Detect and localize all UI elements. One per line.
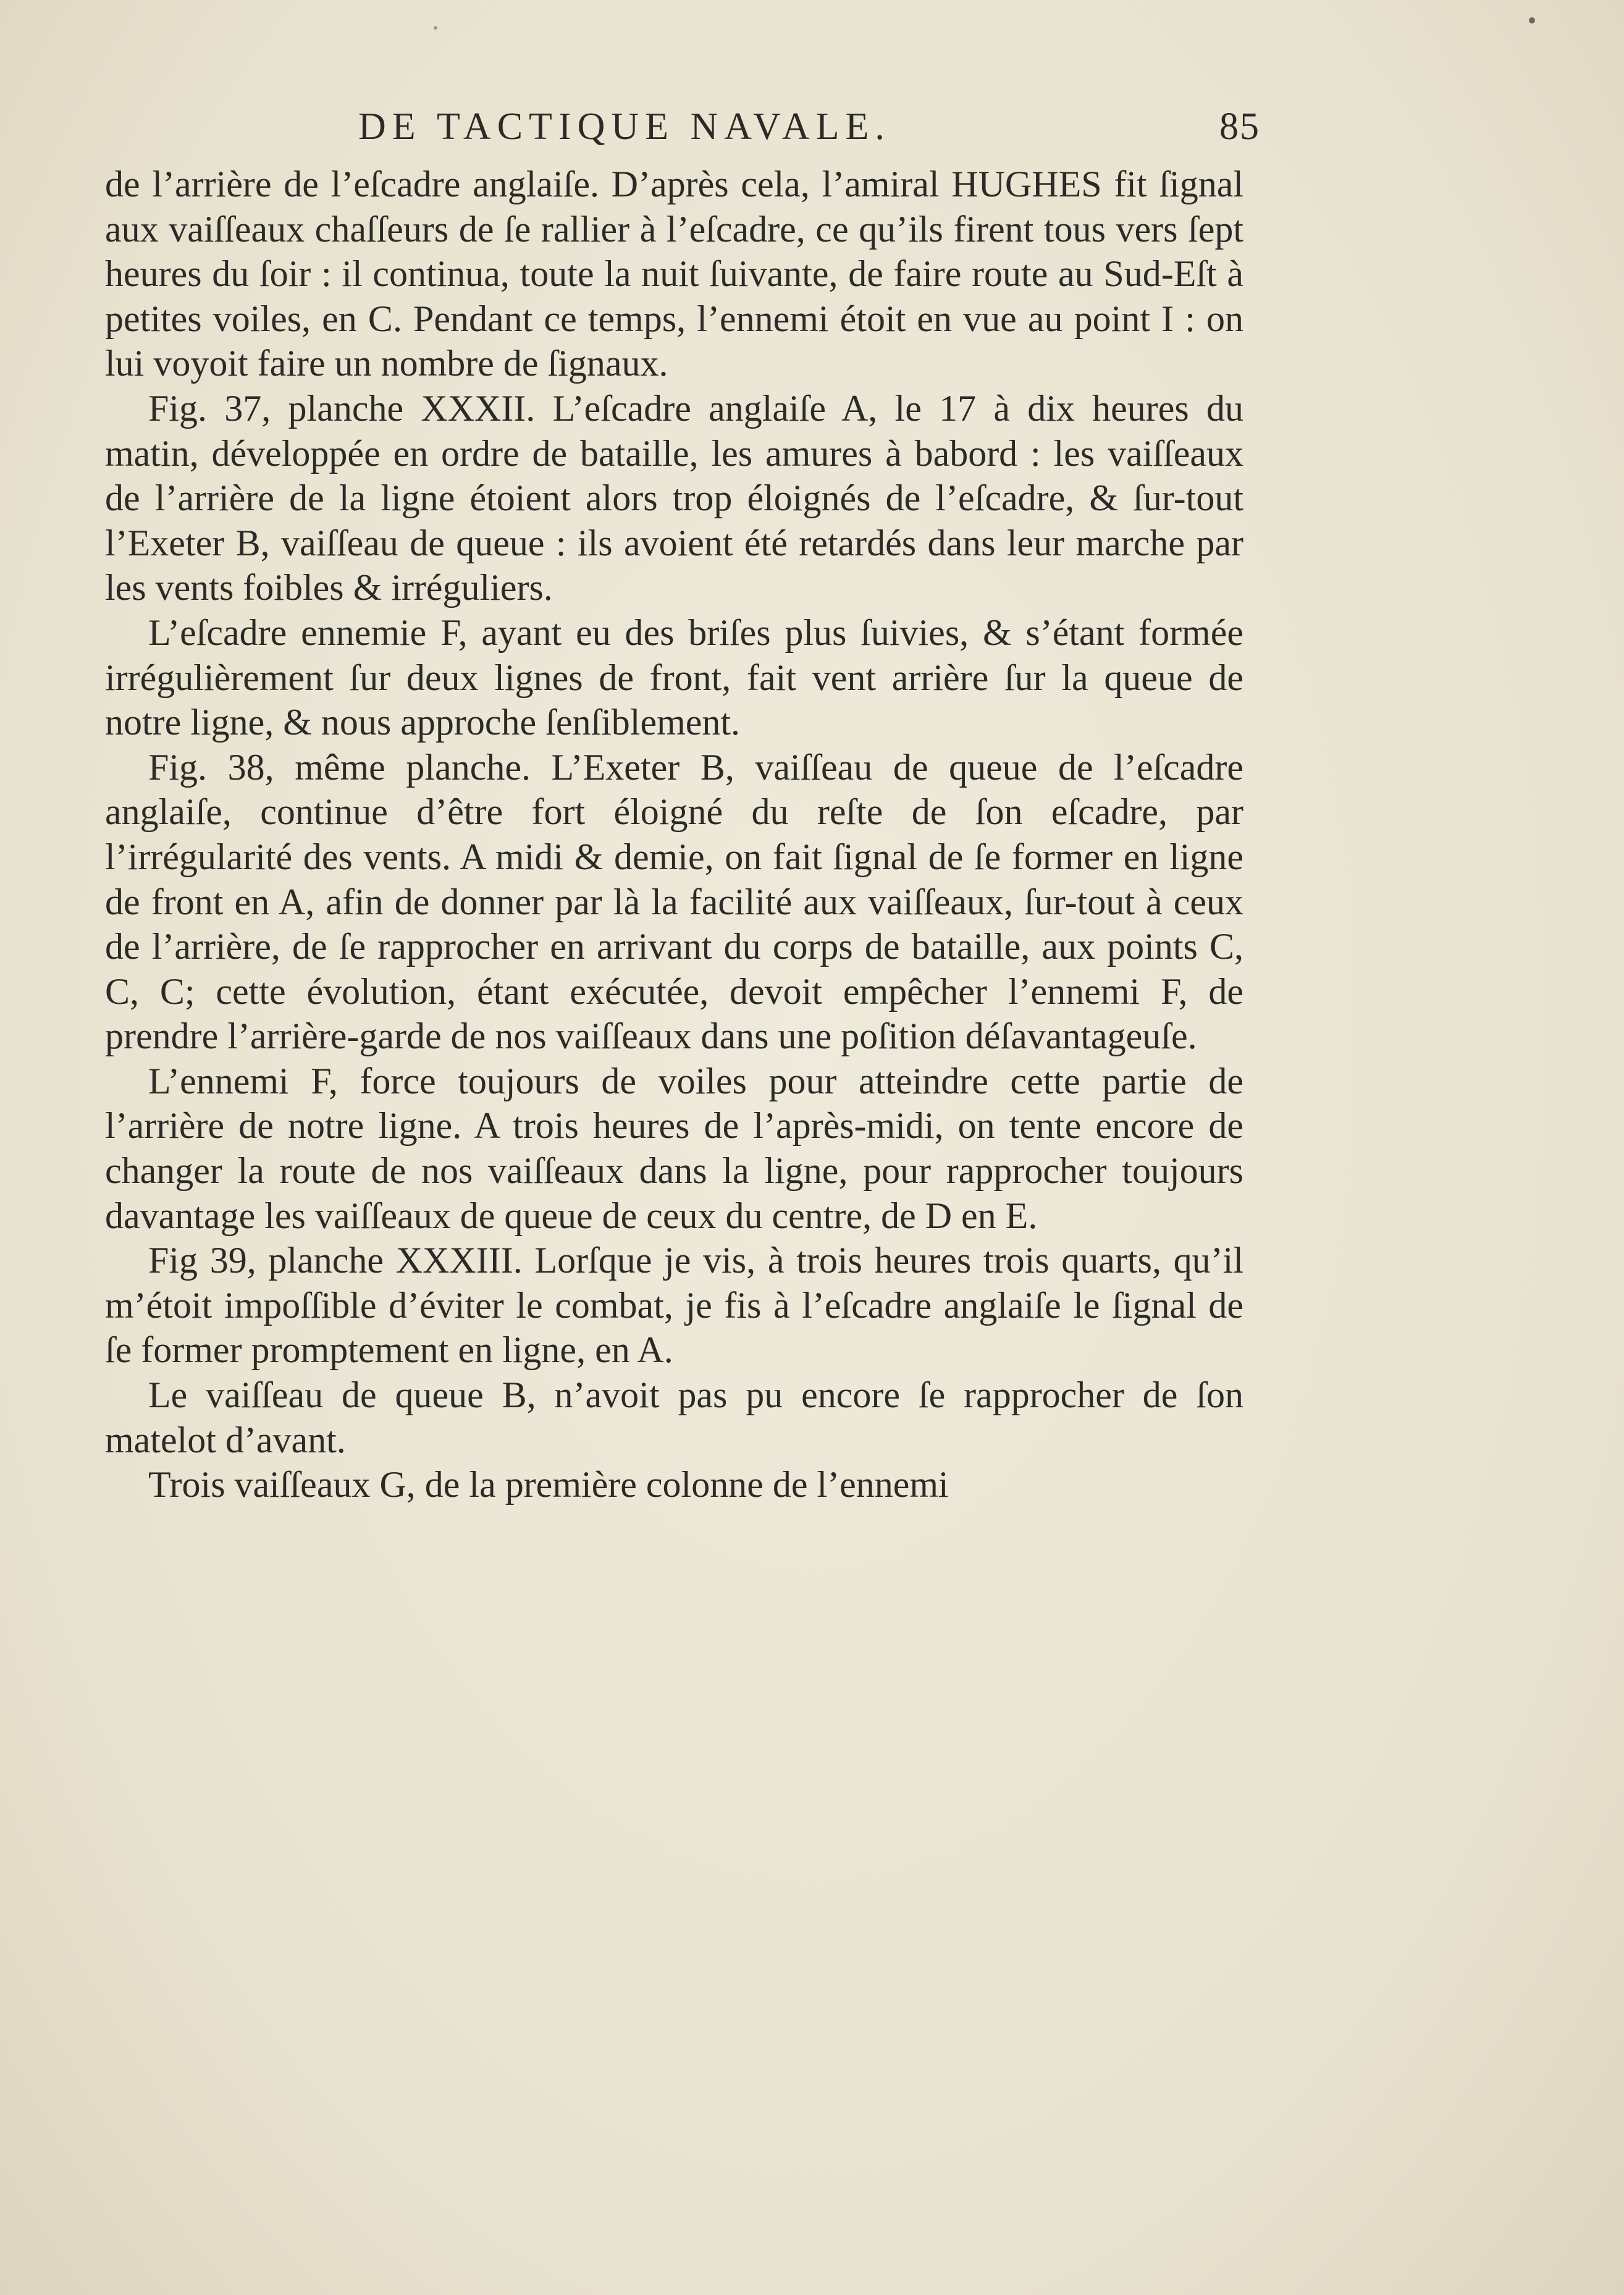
paragraph: L’eſcadre ennemie F, ayant eu des briſes plus ſuivies, & s’étant formée irrégulièrement ſur deux lignes de front, fait vent arrière ſur la queue de notre ligne, & nous approche ſenſiblement. <box>105 612 1243 743</box>
page-header <box>358 105 1260 161</box>
paragraph: Fig 39, planche XXXIII. Lorſque je vis, à trois heures trois quarts, qu’il m’étoit impoſſible d’éviter le combat, je fis à l’eſcadre anglaiſe le ſignal de ſe former promptement en ligne, en A. <box>105 1240 1243 1371</box>
paragraph: Fig. 37, planche XXXII. L’eſcadre anglaiſe A, le 17 à dix heures du matin, développée en ordre de bataille, les amures à babord : les vaiſſeaux de l’arrière de la ligne étoient alors trop éloignés de l’eſcadre, & ſur-tout l’Exeter B, vaiſſeau de queue : ils avoient été retardés dans leur marche par les vents foibles & irréguliers. <box>105 387 1243 608</box>
paragraph: Le vaiſſeau de queue B, n’avoit pas pu encore ſe rapprocher de ſon matelot d’avant. <box>105 1375 1243 1460</box>
page-number: 85 <box>1219 106 1260 148</box>
body-text <box>105 162 1243 1507</box>
paragraph: de l’arrière de l’eſcadre anglaiſe. D’après cela, l’amiral HUGHES fit ſignal aux vaiſſeaux chaſſeurs de ſe rallier à l’eſcadre, ce qu’ils firent tous vers ſept heures du ſoir : il continua, toute la nuit ſuivante, de faire route au Sud-Eſt à petites voiles, en C. Pendant ce temps, l’ennemi étoit en vue au point I : on lui voyoit faire un nombre de ſignaux. <box>105 164 1243 384</box>
paragraph: Fig. 38, même planche. L’Exeter B, vaiſſeau de queue de l’eſcadre anglaiſe, continue d’être fort éloigné du reſte de ſon eſcadre, par l’irrégularité des vents. A midi & demie, on fait ſignal de ſe former en ligne de front en A, afin de donner par là la facilité aux vaiſſeaux, ſur-tout à ceux de l’arrière, de ſe rapprocher en arrivant du corps de bataille, aux points C, C, C; cette évolution, étant exécutée, devoit empêcher l’ennemi F, de prendre l’arrière-garde de nos vaiſſeaux dans une poſition déſavantageuſe. <box>105 746 1243 1057</box>
paragraph: Trois vaiſſeaux G, de la première colonne de l’ennemi <box>148 1464 949 1505</box>
running-title: DE TACTIQUE NAVALE. <box>358 106 891 148</box>
ink-speck <box>434 26 437 30</box>
paragraph: L’ennemi F, force toujours de voiles pour atteindre cette partie de l’arrière de notre ligne. A trois heures de l’après-midi, on tente encore de changer la route de nos vaiſſeaux dans la ligne, pour rapprocher toujours davantage les vaiſſeaux de queue de ceux du centre, de D en E. <box>105 1060 1243 1236</box>
ink-speck <box>1529 17 1535 23</box>
